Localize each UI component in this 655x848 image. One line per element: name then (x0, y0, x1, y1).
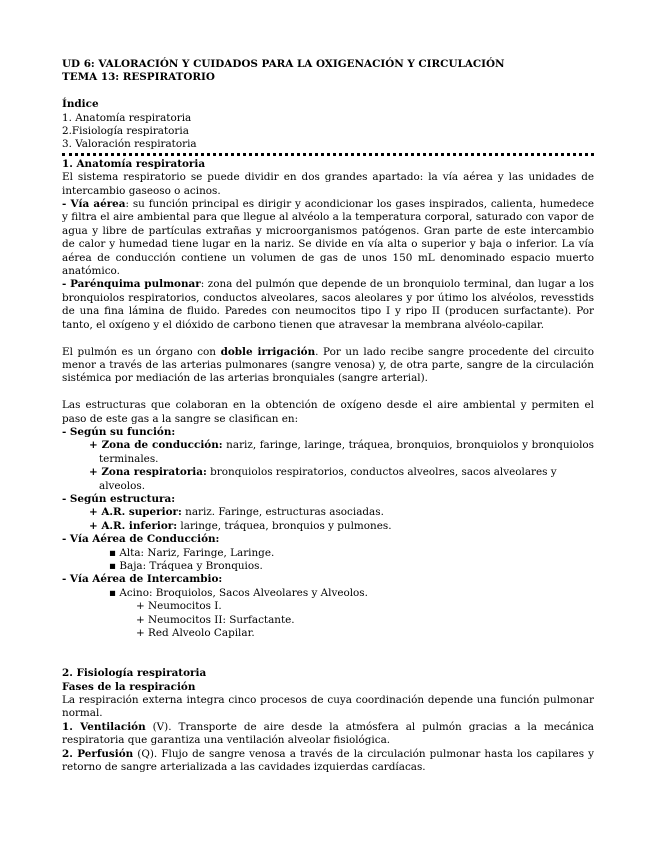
document-page (62, 58, 594, 774)
section2-heading: 2. Fisiología respiratoria (62, 667, 207, 680)
section1-intro: El sistema respiratorio se puede dividir en dos grandes apartado: la vía aérea y las unidades de intercambio gaseoso o acinos. (62, 171, 594, 197)
via-aerea-paragraph (62, 198, 594, 278)
zona-conduccion-text: nariz, faringe, laringe, tráquea, bronquios, bronquiolos y bronquiolos terminales. (99, 439, 594, 465)
list-item: + Zona de conducción: nariz, faringe, laringe, tráquea, bronquios, bronquiolos y bronquiolos terminales. (89, 439, 594, 465)
perfusion-text: (Q). Flujo de sangre venosa a través de la circulación pulmonar hasta los capilares y retorno de sangre arterializada a las cavidades izquierdas cardíacas. (62, 747, 595, 774)
ar-superior-label: A.R. superior: (101, 506, 182, 519)
neumocitos1-text: Neumocitos I. (148, 600, 222, 613)
ar-inferior-label: A.R. inferior: (101, 519, 178, 532)
list-item: + Zona respiratoria: bronquiolos respiratorios, conductos alveolres, sacos alveolares y alveolos. (89, 466, 557, 492)
list-item: + Neumocitos II: Surfactante. (136, 613, 295, 626)
via-conduccion-heading: - Vía Aérea de Conducción: (62, 533, 220, 546)
section2-intro: La respiración externa integra cinco procesos de cuya coordinación depende una función pulmonar normal. (62, 694, 594, 720)
ventilacion-paragraph (62, 721, 594, 748)
list-item: + A.R. superior: nariz. Faringe, estructuras asociadas. (89, 506, 384, 519)
irrigacion-post: . Por un lado recibe sangre procedente del circuito menor a través de las arterias pulmonares (sangre venosa) y, de otra parte, sangre de la circulación sistémica por mediación de las arterias bronquiales (sangre arterial). (62, 345, 594, 385)
list-item (62, 547, 594, 560)
index-item: 3. Valoración respiratoria (62, 138, 197, 151)
bullet-icon: ▪ (109, 559, 120, 572)
ventilacion-text: (V). Transporte de aire desde la atmósfera al pulmón gracias a la mecánica respiratoria que garantiza una ventilación alveolar fisiológica. (62, 720, 594, 747)
alta-text: Alta: Nariz, Faringe, Laringe. (119, 546, 275, 559)
list-item (62, 560, 594, 573)
parenquima-paragraph (62, 278, 594, 332)
doc-title-line1: UD 6: VALORACIÓN Y CUIDADOS PARA LA OXIGENACIÓN Y CIRCULACIÓN (62, 58, 505, 70)
neumocitos2-text: Neumocitos II: Surfactante. (148, 613, 295, 626)
perfusion-label: 2. Perfusión (62, 747, 134, 760)
irrigacion-bold: doble irrigación (220, 345, 316, 358)
list-item: + A.R. inferior: laringe, tráquea, bronquios y pulmones. (89, 519, 392, 532)
irrigacion-pre: El pulmón es un órgano con (62, 345, 221, 358)
index-item: 1. Anatomía respiratoria (62, 111, 192, 124)
irrigacion-paragraph (62, 346, 594, 386)
via-aerea-text: : su función principal es dirigir y acondicionar los gases inspirados, calienta, humedece y filtra el aire ambiental para que llegue al alvéolo a la temperatura corporal, saturado con vapor de agua y libre de partículas extrañas y microorganismos patógenos. Gran parte de este intercambio de calor y humedad tiene lugar en la nariz. Se divide en vía alta o superior y baja o inferior. La vía aérea de conducción contiene un volumen de gas de unos 150 mL denominado espacio muerto anatómico. (62, 198, 594, 278)
list-item: + Neumocitos I. (136, 600, 222, 613)
section1-heading: 1. Anatomía respiratoria (62, 157, 206, 170)
list-item: + Red Alveolo Capilar. (136, 627, 255, 640)
parenquima-text: : zona del pulmón que depende de un bronquiolo terminal, dan lugar a los bronquiolos respiratorios, conductos alveolares, sacos aleolares y por útimo los alvéolos, revesstids de una fina lámina de fluido. Paredes con neumocitos tipo I y ripo II (producen surfactante). Por tanto, el oxígeno y el dióxido de carbono tienen que atravesar la membrana alvéolo-capilar. (62, 278, 594, 331)
segun-estructura-heading: - Según estructura: (62, 492, 176, 505)
via-aerea-label: - Vía aérea (62, 198, 126, 211)
perfusion-paragraph (62, 748, 594, 775)
zona-respiratoria-label: Zona respiratoria: (101, 466, 207, 479)
dotted-separator (62, 153, 594, 156)
ar-inferior-text: laringe, tráquea, bronquios y pulmones. (177, 519, 392, 532)
acino-text: Acino: Broquiolos, Sacos Alveolares y Alveolos. (119, 586, 368, 599)
baja-text: Baja: Tráquea y Bronquios. (119, 559, 263, 572)
red-alveolo-text: Red Alveolo Capilar. (148, 627, 255, 640)
ventilacion-label: 1. Ventilación (62, 720, 146, 733)
parenquima-label: - Parénquima pulmonar (62, 278, 201, 291)
segun-funcion-heading: - Según su función: (62, 425, 176, 438)
index-item: 2.Fisiología respiratoria (62, 125, 189, 138)
section2-subheading: Fases de la respiración (62, 680, 196, 693)
ar-superior-text: nariz. Faringe, estructuras asociadas. (181, 506, 384, 519)
bullet-icon: ▪ (109, 586, 120, 599)
zona-respiratoria-text: bronquiolos respiratorios, conductos alveolres, sacos alveolares y alveolos. (99, 466, 557, 492)
bullet-icon: ▪ (109, 546, 120, 559)
zona-conduccion-label: Zona de conducción: (101, 439, 223, 452)
doc-title-line2: TEMA 13: RESPIRATORIO (62, 71, 215, 84)
list-item (62, 587, 594, 600)
via-intercambio-heading: - Vía Aérea de Intercambio: (62, 573, 223, 586)
index-heading: Índice (62, 98, 99, 111)
estructuras-intro: Las estructuras que colaboran en la obtención de oxígeno desde el aire ambiental y permiten el paso de este gas a la sangre se clasifican en: (62, 399, 594, 425)
